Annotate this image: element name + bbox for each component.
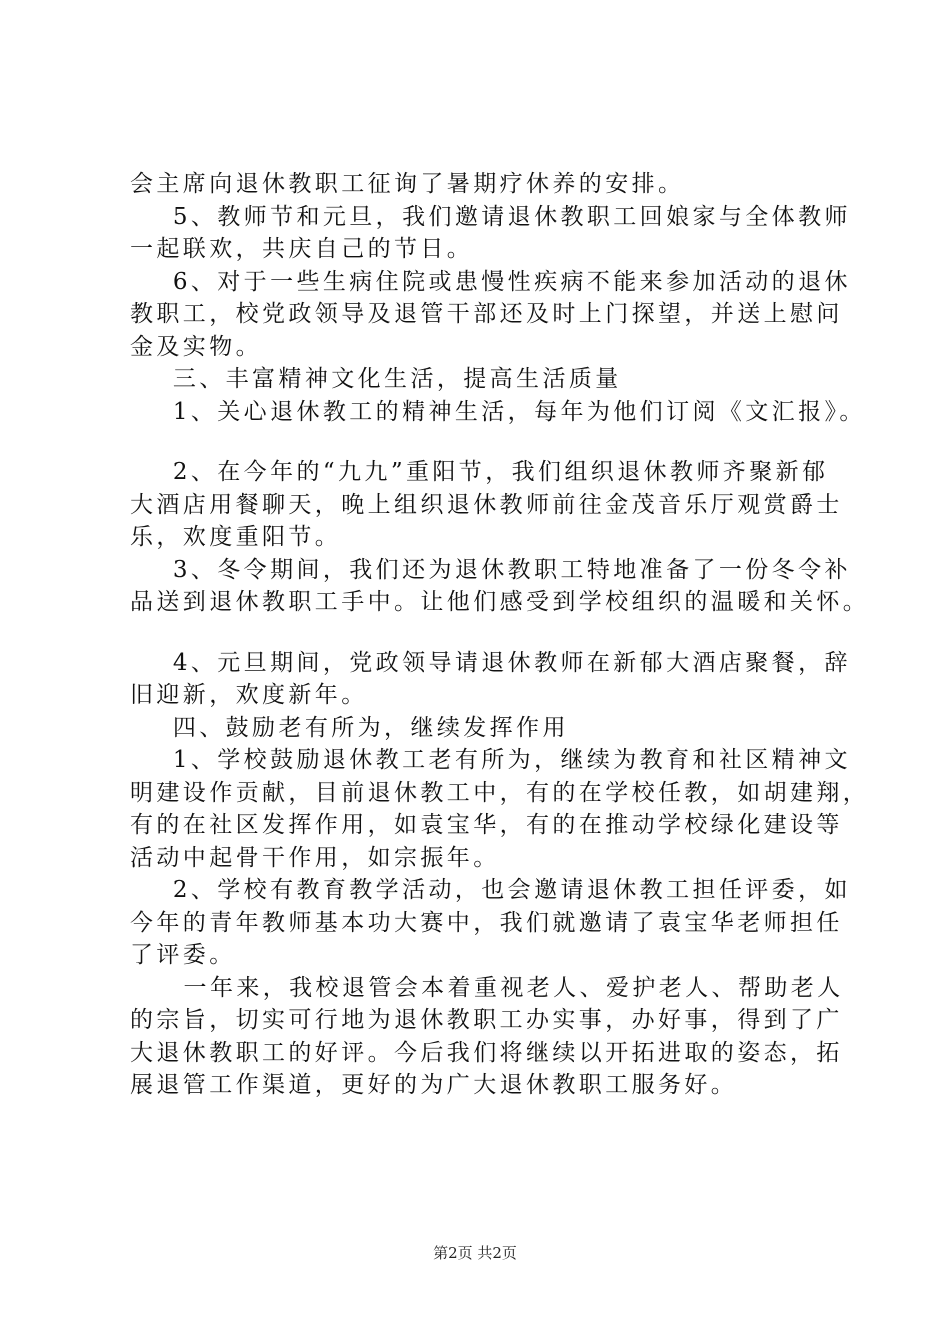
text-line: 的宗旨，切实可行地为退休教职工办实事，办好事，得到了广 bbox=[130, 1007, 843, 1033]
text-line: 1、学校鼓励退休教工老有所为，继续为教育和社区精神文 bbox=[130, 747, 851, 773]
page-number-footer: 第2页 共2页 bbox=[433, 1244, 517, 1262]
text-line: 金及实物。 bbox=[130, 333, 262, 360]
text-line: 大酒店用餐聊天，晚上组织退休教师前往金茂音乐厅观赏爵士 bbox=[130, 491, 843, 518]
document-body bbox=[130, 168, 870, 1102]
text-line: 一起联欢，共庆自己的节日。 bbox=[130, 236, 474, 262]
text-line: 活动中起骨干作用，如宗振年。 bbox=[130, 844, 500, 871]
text-line: 明建设作贡献，目前退休教工中，有的在学校任教，如胡建翔， bbox=[130, 779, 870, 806]
paragraph-gap bbox=[130, 428, 852, 456]
text-line: 品送到退休教职工手中。让他们感受到学校组织的温暖和关怀。 bbox=[130, 589, 870, 615]
text-line: 一年来，我校退管会本着重视老人、爱护老人、帮助老人 bbox=[130, 974, 844, 1001]
text-line: 了评委。 bbox=[130, 942, 236, 968]
text-line: 2、在今年的“九九”重阳节，我们组织退休教师齐聚新郁 bbox=[130, 459, 829, 485]
paragraph-gap bbox=[130, 619, 852, 647]
text-line: 会主席向退休教职工征询了暑期疗休养的安排。 bbox=[130, 171, 685, 197]
text-line: 乐，欢度重阳节。 bbox=[130, 524, 342, 550]
text-line: 4、元旦期间，党政领导请退休教师在新郁大酒店聚餐，辞 bbox=[130, 649, 851, 676]
text-line: 大退休教职工的好评。今后我们将继续以开拓进取的姿态，拓 bbox=[130, 1039, 843, 1066]
text-line: 展退管工作渠道，更好的为广大退休教职工服务好。 bbox=[130, 1072, 738, 1098]
text-line: 1、关心退休教工的精神生活，每年为他们订阅《文汇报》。 bbox=[130, 398, 866, 425]
text-line: 旧迎新，欢度新年。 bbox=[130, 682, 368, 708]
text-line: 今年的青年教师基本功大赛中，我们就邀请了袁宝华老师担任 bbox=[130, 909, 843, 936]
section-heading: 三、丰富精神文化生活，提高生活质量 bbox=[130, 366, 622, 392]
section-heading: 四、鼓励老有所为，继续发挥作用 bbox=[130, 714, 569, 741]
text-line: 2、学校有教育教学活动，也会邀请退休教工担任评委，如 bbox=[130, 877, 851, 903]
text-line: 教职工，校党政领导及退管干部还及时上门探望，并送上慰问 bbox=[130, 301, 843, 327]
text-line: 6、对于一些生病住院或患慢性疾病不能来参加活动的退休 bbox=[130, 268, 851, 295]
text-line: 有的在社区发挥作用，如袁宝华，有的在推动学校绿化建设等 bbox=[130, 812, 843, 838]
text-line: 5、教师节和元旦，我们邀请退休教职工回娘家与全体教师 bbox=[130, 203, 851, 230]
text-line: 3、冬令期间，我们还为退休教职工特地准备了一份冬令补 bbox=[130, 556, 851, 583]
